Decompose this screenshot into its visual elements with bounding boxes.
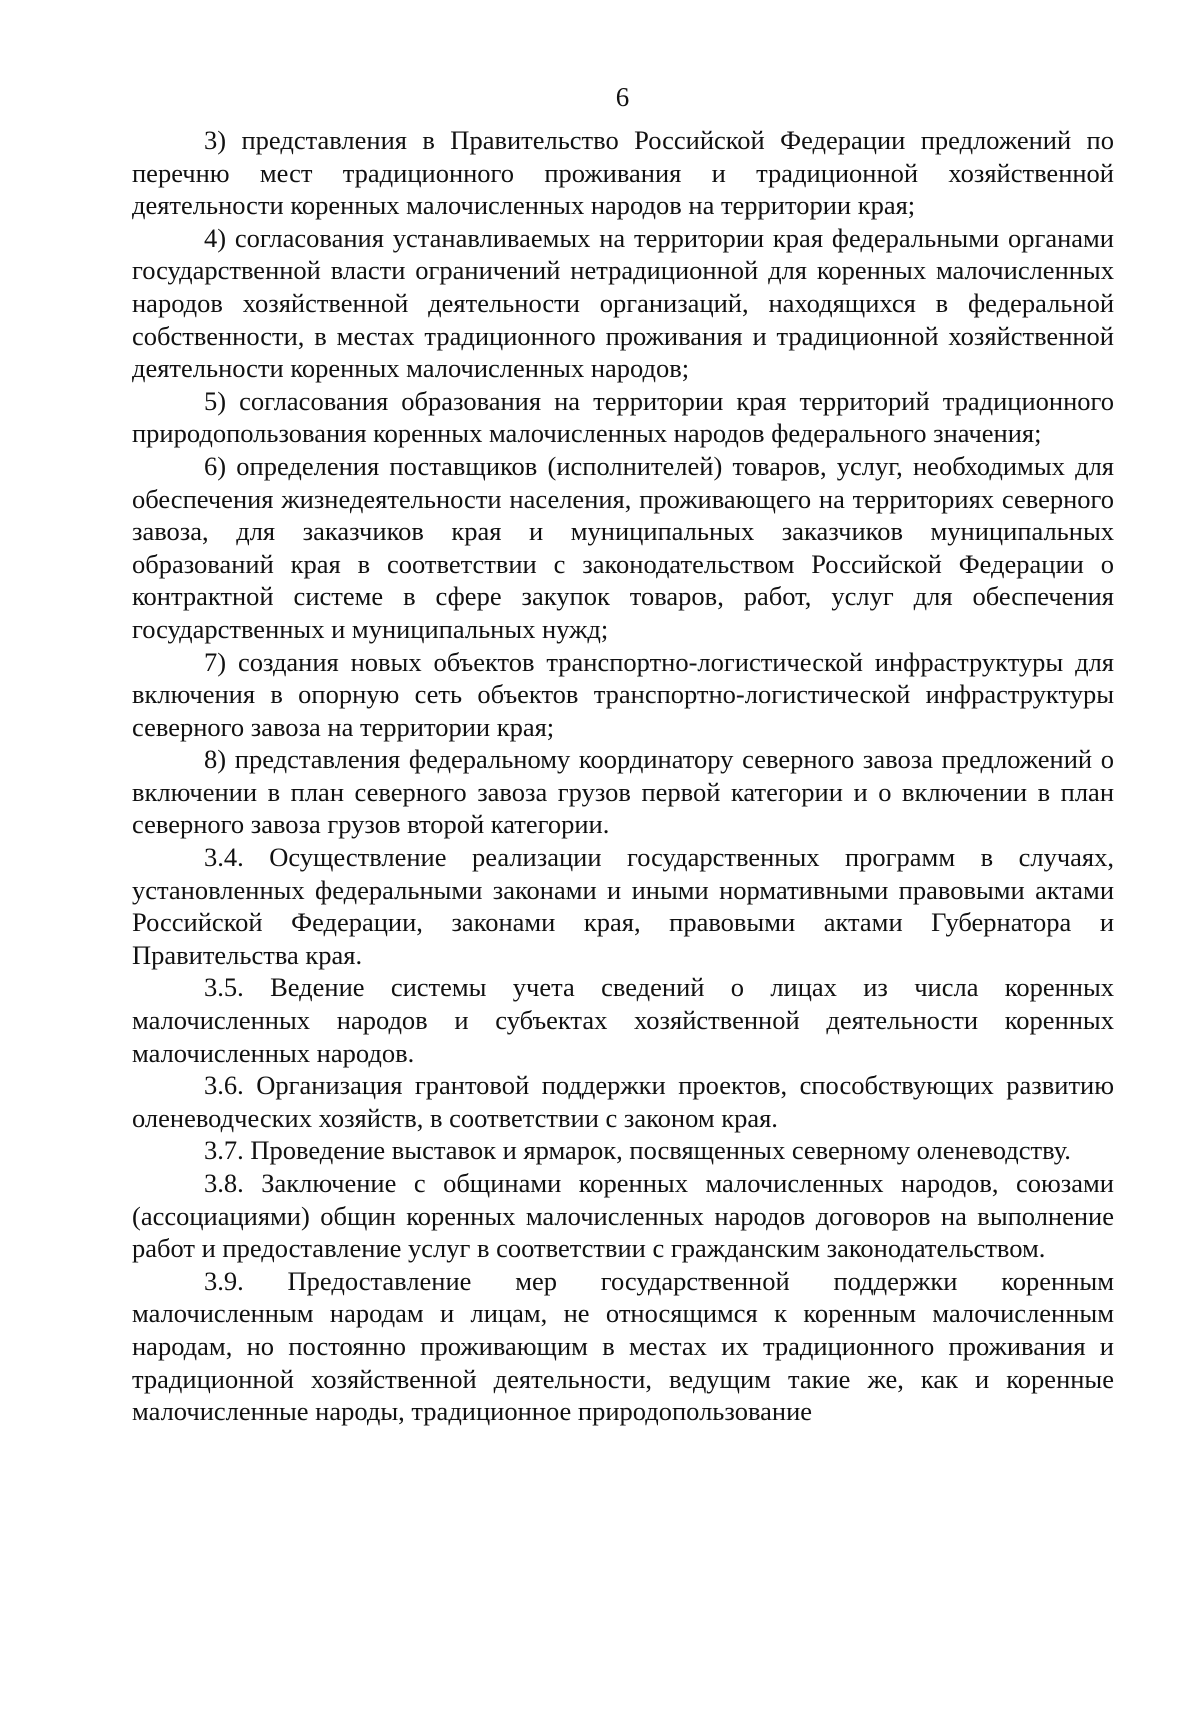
paragraph-item-6: 6) определения поставщиков (исполнителей) товаров, услуг, необходимых для обеспечения жизнедеятельности населения, проживающего на территориях северного завоза, для заказчиков края и муниципальных заказчиков муниципальных образований края в соответствии с законодательством Российской Федерации о контрактной системе в сфере закупок товаров, работ, услуг для обеспечения государственных и муниципальных нужд; <box>132 450 1114 644</box>
paragraph-3-5: 3.5. Ведение системы учета сведений о лицах из числа коренных малочисленных народов и субъектах хозяйственной деятельности коренных малочисленных народов. <box>132 972 1114 1068</box>
document-body <box>132 124 1114 1428</box>
paragraph-3-8: 3.8. Заключение с общинами коренных малочисленных народов, союзами (ассоциациями) общин коренных малочисленных народов договоров на выполнение работ и предоставление услуг в соответствии с гражданским законодательством. <box>132 1168 1114 1264</box>
paragraph-item-7: 7) создания новых объектов транспортно-логистической инфраструктуры для включения в опорную сеть объектов транспортно-логистической инфраструктуры северного завоза на территории края; <box>132 646 1114 742</box>
page-number: 6 <box>615 82 630 112</box>
paragraph-3-9: 3.9. Предоставление мер государственной поддержки коренным малочисленным народам и лицам, не относящимся к коренным малочисленным народам, но постоянно проживающим в местах их традиционного проживания и традиционной хозяйственной деятельности, ведущим такие же, как и коренные малочисленные народы, традиционное природопользование <box>132 1265 1114 1427</box>
paragraph-3-6: 3.6. Организация грантовой поддержки проектов, способствующих развитию оленеводческих хозяйств, в соответствии с законом края. <box>132 1070 1114 1133</box>
paragraph-item-4: 4) согласования устанавливаемых на территории края федеральными органами государственной власти ограничений нетрадиционной для коренных малочисленных народов хозяйственной деятельности организаций, находящихся в федеральной собственности, в местах традиционного проживания и традиционной хозяйственной деятельности коренных малочисленных народов; <box>132 222 1114 384</box>
paragraph-3-4: 3.4. Осуществление реализации государственных программ в случаях, установленных федеральными законами и иными нормативными правовыми актами Российской Федерации, законами края, правовыми актами Губернатора и Правительства края. <box>132 842 1114 970</box>
paragraph-item-5: 5) согласования образования на территории края территорий традиционного природопользования коренных малочисленных народов федерального значения; <box>132 385 1114 449</box>
paragraph-item-3: 3) представления в Правительство Российской Федерации предложений по перечню мест традиционного проживания и традиционной хозяйственной деятельности коренных малочисленных народов на территории края; <box>132 125 1114 221</box>
paragraph-item-8: 8) представления федеральному координатору северного завоза предложений о включении в план северного завоза грузов первой категории и о включении в план северного завоза грузов второй категории. <box>132 744 1114 840</box>
paragraph-3-7: 3.7. Проведение выставок и ярмарок, посвященных северному оленеводству. <box>204 1135 1071 1166</box>
